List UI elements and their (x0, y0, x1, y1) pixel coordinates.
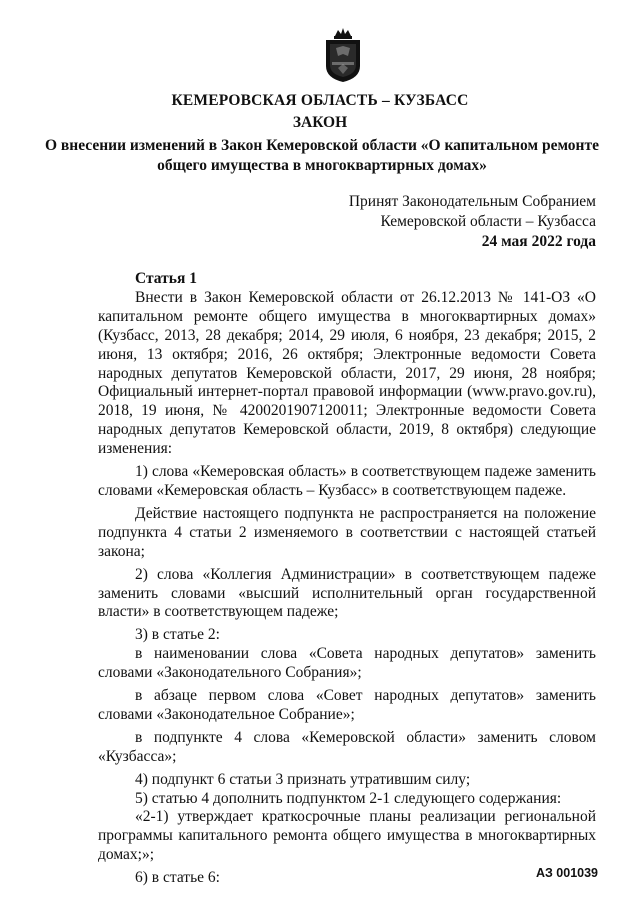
law-title: О внесении изменений в Закон Кемеровской области «О капитальном ремонте общего имущества в многоквартирных домах» (45, 137, 599, 174)
paragraph: в наименовании слова «Совета народных депутатов» заменить словами «Законодательного Собрания»; (98, 645, 596, 682)
paragraph: 1) слова «Кемеровская область» в соответствующем падеже заменить словами «Кемеровская область – Кузбасс» в соответствующем падеже. (98, 463, 596, 499)
document-type: ЗАКОН (292, 114, 348, 131)
paragraph: 6) в статье 6: (135, 869, 220, 887)
article-heading: Статья 1 (135, 270, 197, 287)
adoption-block (349, 192, 596, 252)
paragraph: 5) статью 4 дополнить подпунктом 2-1 следующего содержания: (135, 789, 562, 807)
article-body (98, 270, 596, 892)
paragraph: «2-1) утверждает краткосрочные планы реализации региональной программы капитального ремонта общего имущества в многоквартирных домах;»; (98, 808, 596, 864)
document-stamp-number: АЗ 001039 (535, 866, 598, 880)
coat-of-arms-emblem (318, 26, 368, 84)
paragraph: в подпункте 4 слова «Кемеровской области» заменить словом «Кузбасса»; (98, 728, 596, 765)
adoption-date: 24 мая 2022 года (481, 233, 596, 250)
paragraph: 3) в статье 2: (135, 626, 220, 644)
paragraph: в абзаце первом слова «Совет народных депутатов» заменить словами «Законодательное Собрание»; (98, 687, 596, 723)
adoption-line-2: Кемеровской области – Кузбасса (380, 213, 596, 230)
paragraph: Действие настоящего подпункта не распространяется на положение подпункта 4 статьи 2 изменяемого в соответствии с настоящей статьей закона; (98, 504, 596, 560)
paragraph: 2) слова «Коллегия Администрации» в соответствующем падеже заменить словами «высший исполнительный орган государственной власти» в соответствующем падеже; (98, 565, 596, 621)
region-heading: КЕМЕРОВСКАЯ ОБЛАСТЬ – КУЗБАСС (171, 92, 469, 109)
paragraph: 4) подпункт 6 статьи 3 признать утратившим силу; (135, 770, 471, 788)
paragraph: Внести в Закон Кемеровской области от 26.12.2013 № 141-ОЗ «О капитальном ремонте общего имущества в многоквартирных домах» (Кузбасс, 2013, 28 декабря; 2014, 29 июля, 6 ноября, 23 декабря; 2015, 2 июня, 13 октября; 2016, 26 октября; Электронные ведомости Совета народных депутатов Кемеровской области, 2017, 29 июня, 28 ноября; Официальный интернет-портал правовой информации (www.pravo.gov.ru), 2018, 19 июня, № 4200201907120011; Электронные ведомости Совета народных депутатов Кемеровской области, 2019, 8 октября) следующие изменения: (98, 288, 596, 458)
adoption-line-1: Принят Законодательным Собранием (348, 193, 596, 210)
